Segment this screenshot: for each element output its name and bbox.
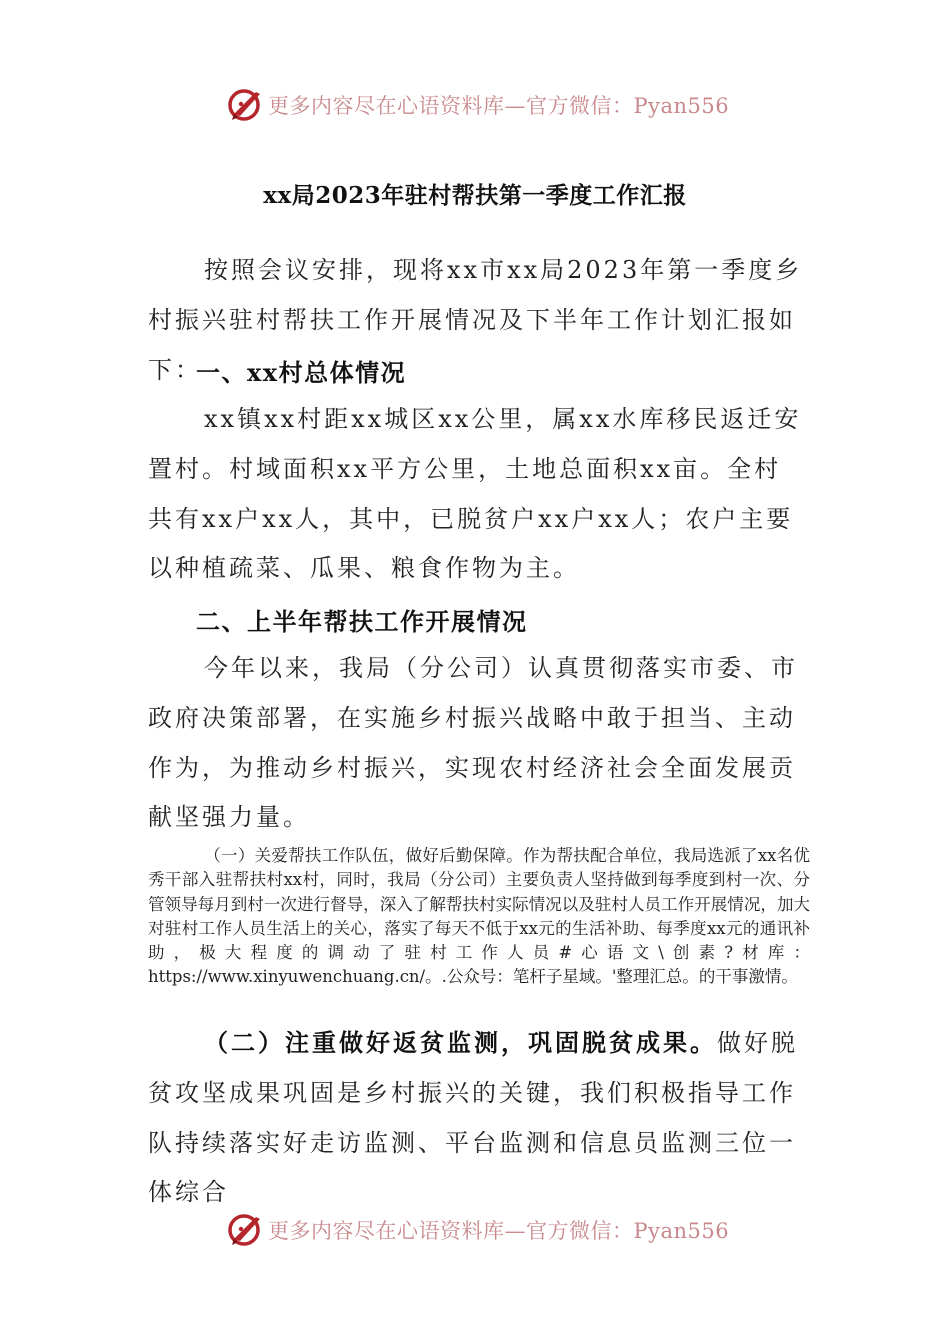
- section2-text: 今年以来，我局（分公司）认真贯彻落实市委、市政府决策部署，在实施乡村振兴战略中敢于担当、主动作为，为推动乡村振兴，实现农村经济社会全面发展贡献坚强力量。: [148, 654, 798, 832]
- section1-text: xx镇xx村距xx城区xx公里，属xx水库移民返迁安置村。村域面积xx平方公里，土地总面积xx亩。全村共有xx户xx人，其中，已脱贫户xx户xx人；农户主要以种植疏菜、瓜果、粮食作物为主。: [148, 405, 802, 583]
- header-banner[interactable]: [0, 82, 950, 126]
- item1-paragraph: [148, 844, 810, 990]
- section2-heading: 二、上半年帮扶工作开展情况: [196, 607, 528, 636]
- document-title: xx局2023年驻村帮扶第一季度工作汇报: [263, 182, 687, 209]
- footer-banner[interactable]: [0, 1207, 950, 1251]
- item2-text: 做好脱贫攻坚成果巩固是乡村振兴的关键，我们积极指导工作队持续落实好走访监测、平台监测和信息员监测三位一体综合: [148, 1029, 798, 1207]
- pen-logo-icon: [226, 84, 266, 124]
- item1-text: （一）关爱帮扶工作队伍，做好后勤保障。作为帮扶配合单位，我局选派了xx名优秀干部入驻帮扶村xx村，同时，我局（分公司）主要负责人坚持做到每季度到村一次、分管领导每月到村一次进行督导，深入了解帮扶村实际情况以及驻村人员工作开展情况，加大对驻村工作人员生活上的关心，落实了每天不低于xx元的生活补助、每季度xx元的通讯补助，极大程度的调动了驻村工作人员#心语文\创素?材库：https://www.xinyuwenchuang.cn/。.公众号：笔杆子星域。'整理汇总。的干事激情。: [148, 846, 810, 987]
- banner-text: 更多内容尽在心语资料库—官方微信：Pyan556: [268, 1219, 730, 1243]
- pen-logo-icon: [226, 1209, 266, 1249]
- item2-lead: （二）注重做好返贫监测，巩固脱贫成果。: [204, 1028, 717, 1057]
- item2-paragraph: [148, 1018, 808, 1218]
- section1-heading: 一、xx村总体情况: [196, 358, 407, 387]
- intro-text: 按照会议安排，现将xx市xx局2023年第一季度乡村振兴驻村帮扶工作开展情况及下半年工作计划汇报如下：: [148, 256, 803, 384]
- section1-paragraph: [148, 395, 808, 594]
- banner-text: 更多内容尽在心语资料库—官方微信：Pyan556: [268, 94, 730, 118]
- section2-paragraph: [148, 644, 808, 843]
